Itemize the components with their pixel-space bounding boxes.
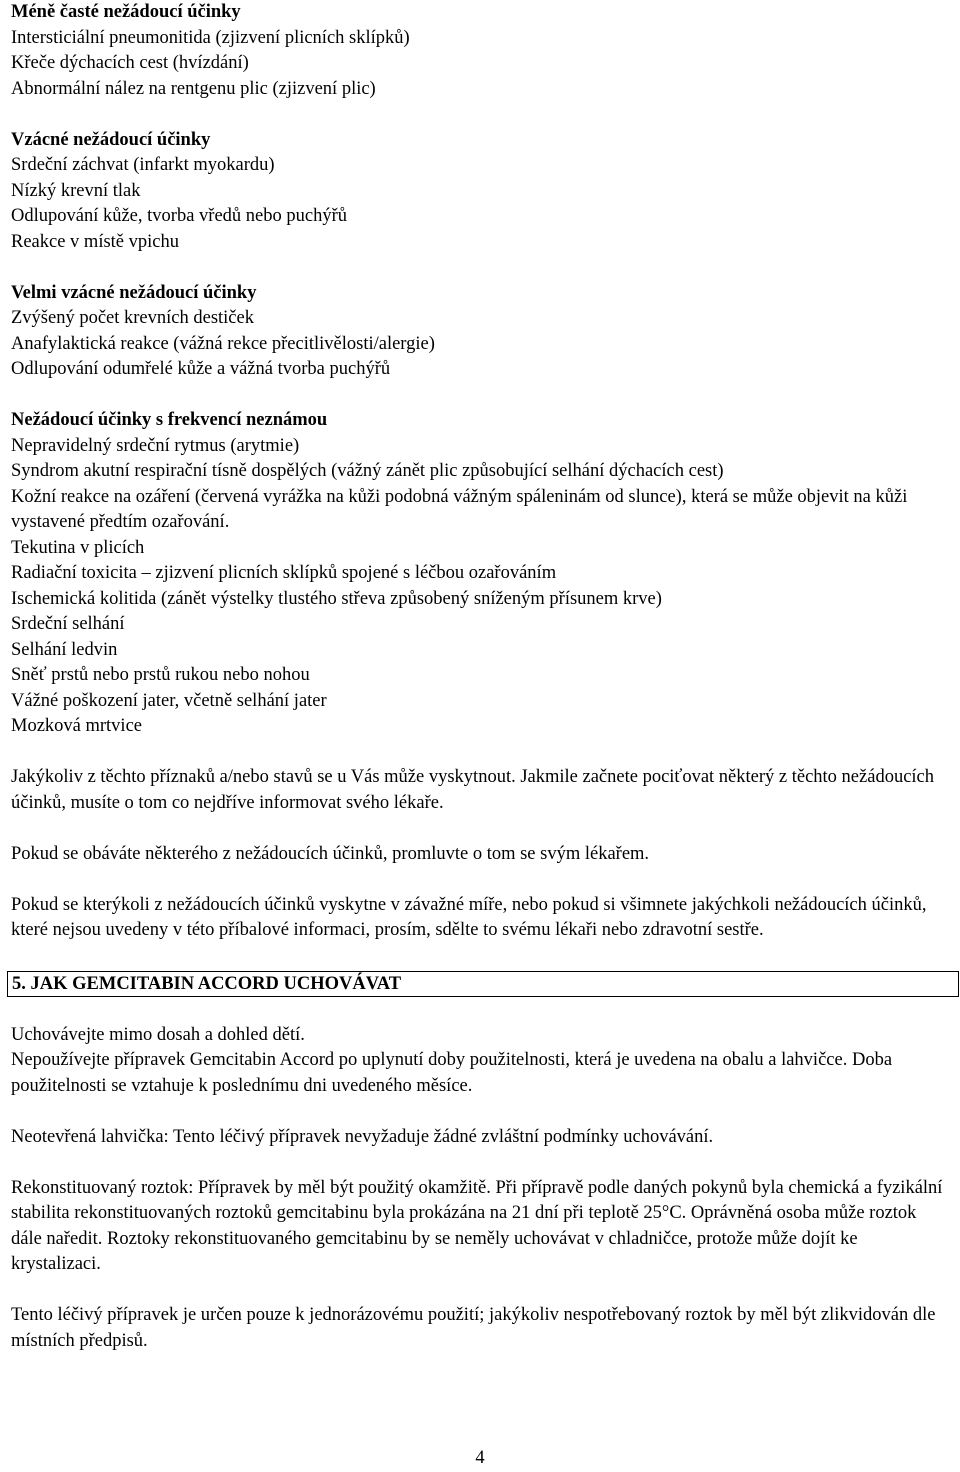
- paragraph-talk-to-doctor: Pokud se obáváte některého z nežádoucích účinků, promluvte o tom se svým lékařem.: [11, 843, 650, 864]
- unknown-frequency-block: [11, 408, 951, 740]
- unknown-frequency-heading: Nežádoucí účinky s frekvencí neznámou: [11, 410, 328, 430]
- list-item: Sněť prstů nebo prstů rukou nebo nohou: [11, 665, 310, 685]
- section-5-heading: 5. JAK GEMCITABIN ACCORD UCHOVÁVAT: [7, 971, 959, 997]
- very-rare-effects-heading: Velmi vzácné nežádoucí účinky: [11, 282, 257, 303]
- list-item: Anafylaktická reakce (vážná rekce přecitlivělosti/alergie): [11, 333, 435, 354]
- uncommon-effects-heading: Méně časté nežádoucí účinky: [11, 2, 241, 22]
- page-number: 4: [475, 1448, 485, 1468]
- list-item: Křeče dýchacích cest (hvízdání): [11, 53, 249, 73]
- paragraph-report-effects: Pokud se kterýkoli z nežádoucích účinků vyskytne v závažné míře, nebo pokud si všimnete jakýchkoli nežádoucích účinků, které nejsou uvedeny v této příbalové informaci, prosím, sdělte to svému lékaři nebo zdravotní sestře.: [11, 894, 927, 940]
- uncommon-effects-block: [11, 0, 951, 102]
- list-item: Tekutina v plicích: [11, 537, 145, 558]
- storage-expiry: Nepoužívejte přípravek Gemcitabin Accord po uplynutí doby použitelnosti, která je uvedena na obalu a lahvičce. Doba použitelnosti se vztahuje k poslednímu dni uvedeného měsíce.: [11, 1050, 893, 1096]
- list-item: Reakce v místě vpichu: [11, 231, 179, 252]
- list-item: Ischemická kolitida (zánět výstelky tlustého střeva způsobený sníženým přísunem krve): [11, 588, 662, 609]
- list-item: Selhání ledvin: [11, 639, 118, 660]
- list-item: Syndrom akutní respirační tísně dospělých (vážný zánět plic způsobující selhání dýchacích cest): [11, 461, 724, 481]
- list-item: Abnormální nález na rentgenu plic (zjizvení plic): [11, 78, 376, 99]
- list-item: Odlupování kůže, tvorba vředů nebo puchýřů: [11, 206, 347, 226]
- storage-unopened-vial: Neotevřená lahvička: Tento léčivý přípravek nevyžaduje žádné zvláštní podmínky uchovávání.: [11, 1126, 714, 1147]
- list-item: Radiační toxicita – zjizvení plicních sklípků spojené s léčbou ozařováním: [11, 563, 557, 583]
- storage-single-use: Tento léčivý přípravek je určen pouze k jednorázovému použití; jakýkoliv nespotřebovaný roztok by měl být zlikvidován dle místních předpisů.: [11, 1305, 936, 1351]
- list-item: Zvýšený počet krevních destiček: [11, 308, 254, 328]
- storage-keep-away: Uchovávejte mimo dosah a dohled dětí.: [11, 1024, 305, 1045]
- list-item: Intersticiální pneumonitida (zjizvení plicních sklípků): [11, 27, 410, 48]
- list-item: Mozková mrtvice: [11, 716, 142, 736]
- rare-effects-heading: Vzácné nežádoucí účinky: [11, 129, 211, 150]
- document-page: [11, 0, 951, 1354]
- paragraph-symptoms-notice: Jakýkoliv z těchto příznaků a/nebo stavů se u Vás může vyskytnout. Jakmile začnete pociťovat některý z těchto nežádoucích účinků, musíte o tom co nejdříve informovat svého lékaře.: [11, 767, 935, 813]
- rare-effects-block: [11, 128, 951, 256]
- list-item: Odlupování odumřelé kůže a vážná tvorba puchýřů: [11, 359, 391, 379]
- very-rare-effects-block: [11, 281, 951, 383]
- list-item: Vážné poškození jater, včetně selhání jater: [11, 690, 327, 711]
- list-item: Nízký krevní tlak: [11, 180, 141, 201]
- list-item: Srdeční selhání: [11, 614, 125, 634]
- storage-reconstituted: Rekonstituovaný roztok: Přípravek by měl být použitý okamžitě. Při přípravě podle daných pokynů byla chemická a fyzikální stabilita rekonstituovaných roztoků gemcitabinu byla prokázána na 21 dní při teplotě 25°C. Oprávněná osoba může roztok dále naředit. Roztoky rekonstituovaného gemcitabinu by se neměly uchovávat v chladničce, protože může dojít ke krystalizaci.: [11, 1177, 943, 1274]
- list-item: Srdeční záchvat (infarkt myokardu): [11, 155, 275, 175]
- list-item: Nepravidelný srdeční rytmus (arytmie): [11, 435, 300, 456]
- list-item: Kožní reakce na ozáření (červená vyrážka na kůži podobná vážným spáleninám od slunce), která se může objevit na kůži vystavené předtím ozařování.: [11, 486, 908, 532]
